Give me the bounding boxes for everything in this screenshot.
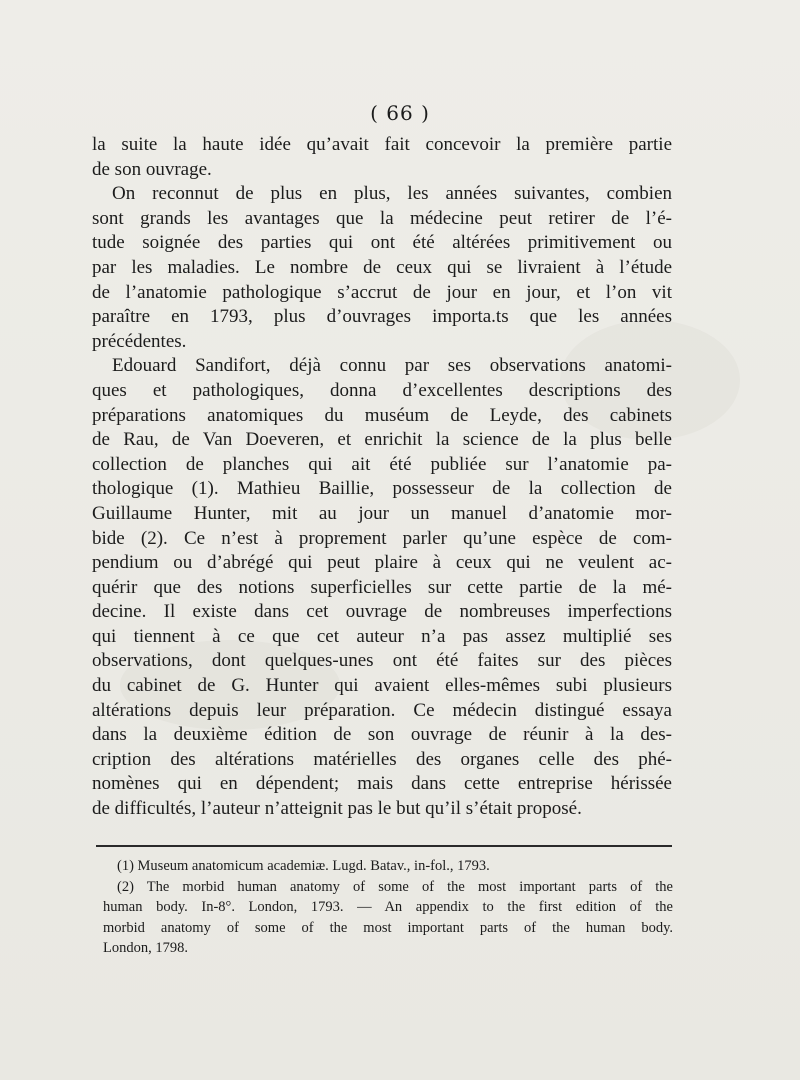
body-line: observations, dont quelques-unes ont été faites sur des pièces	[92, 650, 672, 672]
body-line: cription des altérations matérielles des organes celle des phé-	[92, 748, 672, 770]
body-line: préparations anatomiques du muséum de Leyde, des cabinets	[92, 404, 672, 426]
body-line: pendium ou d’abrégé qui peut plaire à ceux qui ne veulent ac-	[92, 552, 672, 574]
body-line: paraître en 1793, plus d’ouvrages importa.ts que les années	[92, 306, 672, 328]
body-line: de Rau, de Van Doeveren, et enrichit la science de la plus belle	[92, 429, 672, 451]
body-text	[92, 133, 672, 822]
body-line: la suite la haute idée qu’avait fait concevoir la première partie	[92, 134, 672, 155]
footnote-line: (1) Museum anatomicum academiæ. Lugd. Batav., in-fol., 1793.	[117, 858, 490, 874]
body-line: nomènes qui en dépendent; mais dans cette entreprise hérissée	[92, 773, 672, 795]
body-line: collection de planches qui ait été publiée sur l’anatomie pa-	[92, 453, 672, 475]
body-line: de difficultés, l’auteur n’atteignit pas le but qu’il s’était proposé.	[92, 798, 582, 820]
footnotes	[103, 856, 673, 959]
body-line: thologique (1). Mathieu Baillie, possesseur de la collection de	[92, 478, 672, 500]
body-line: sont grands les avantages que la médecine peut retirer de l’é-	[92, 207, 672, 229]
body-line: de son ouvrage.	[92, 158, 212, 180]
body-line: quérir que des notions superficielles sur cette partie de la mé-	[92, 576, 672, 598]
footnote-line: human body. In-8°. London, 1793. — An appendix to the first edition of the	[103, 899, 673, 915]
body-line: decine. Il existe dans cet ouvrage de nombreuses imperfections	[92, 601, 672, 623]
body-line: du cabinet de G. Hunter qui avaient elles-mêmes subi plusieurs	[92, 675, 672, 697]
footnote-rule	[96, 845, 672, 847]
body-line: On reconnut de plus en plus, les années suivantes, combien	[112, 183, 672, 205]
body-line: de l’anatomie pathologique s’accrut de jour en jour, et l’on vit	[92, 281, 672, 303]
page-number: ( 66 )	[370, 101, 430, 125]
body-line: Edouard Sandifort, déjà connu par ses observations anatomi-	[112, 355, 672, 377]
body-line: altérations depuis leur préparation. Ce médecin distingué essaya	[92, 699, 672, 721]
footnote-line: morbid anatomy of some of the most important parts of the human body.	[103, 919, 673, 936]
body-line: bide (2). Ce n’est à proprement parler qu’une espèce de com-	[92, 527, 672, 549]
body-line: dans la deuxième édition de son ouvrage de réunir à la des-	[92, 724, 672, 746]
body-line: précédentes.	[92, 330, 187, 352]
body-line: tude soignée des parties qui ont été altérées primitivement ou	[92, 232, 672, 254]
body-line: Guillaume Hunter, mit au jour un manuel d’anatomie mor-	[92, 502, 672, 524]
body-line: ques et pathologiques, donna d’excellentes descriptions des	[92, 379, 672, 401]
body-line: par les maladies. Le nombre de ceux qui se livraient à l’étude	[92, 256, 672, 278]
footnote-line: (2) The morbid human anatomy of some of the most important parts of the	[117, 878, 673, 895]
body-line: qui tiennent à ce que cet auteur n’a pas assez multiplié ses	[92, 625, 672, 647]
footnote-line: London, 1798.	[103, 940, 188, 956]
